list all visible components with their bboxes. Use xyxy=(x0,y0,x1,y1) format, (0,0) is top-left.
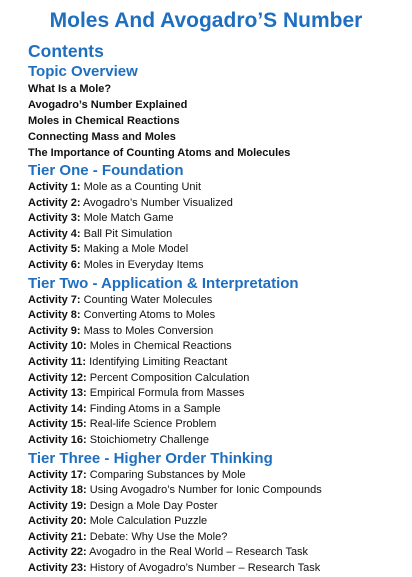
activity-number: Activity 12: xyxy=(28,371,87,384)
tier-three-heading: Tier Three - Higher Order Thinking xyxy=(28,449,273,467)
activity-item[interactable] xyxy=(28,355,412,371)
activity-title: Moles in Everyday Items xyxy=(83,258,204,271)
activity-item[interactable] xyxy=(28,514,412,530)
activity-title: Mass to Moles Conversion xyxy=(83,324,214,337)
overview-item[interactable]: Moles in Chemical Reactions xyxy=(28,115,180,127)
activity-number: Activity 6: xyxy=(28,258,81,271)
activity-number: Activity 17: xyxy=(28,468,87,481)
activity-title: Empirical Formula from Masses xyxy=(89,387,245,400)
activity-item[interactable] xyxy=(28,386,412,402)
activity-number: Activity 9: xyxy=(28,324,81,337)
activity-title: Mole Match Game xyxy=(83,212,174,225)
overview-item[interactable]: The Importance of Counting Atoms and Molecules xyxy=(28,147,291,159)
activity-title: Mole Calculation Puzzle xyxy=(89,515,208,528)
document-title: Moles And Avogadro’S Number xyxy=(49,9,363,32)
activity-item[interactable] xyxy=(28,371,412,387)
activity-item[interactable] xyxy=(28,196,412,212)
topic-overview-heading: Topic Overview xyxy=(28,63,138,80)
activity-item[interactable] xyxy=(28,211,412,227)
tier-two-list xyxy=(28,293,412,449)
activity-number: Activity 19: xyxy=(28,499,87,512)
activity-number: Activity 22: xyxy=(28,546,87,559)
activity-title: Finding Atoms in a Sample xyxy=(89,402,221,415)
activity-number: Activity 1: xyxy=(28,181,81,193)
activity-title: Converting Atoms to Moles xyxy=(83,309,216,322)
activity-item[interactable] xyxy=(28,545,412,561)
activity-number: Activity 13: xyxy=(28,387,87,400)
activity-number: Activity 18: xyxy=(28,484,87,497)
activity-number: Activity 8: xyxy=(28,309,81,322)
activity-title: Identifying Limiting Reactant xyxy=(89,355,228,368)
activity-number: Activity 3: xyxy=(28,212,81,225)
activity-number: Activity 23: xyxy=(28,562,87,575)
activity-item[interactable] xyxy=(28,293,412,309)
activity-number: Activity 21: xyxy=(28,530,87,543)
activity-title: Avogadro in the Real World – Research Task xyxy=(89,546,309,559)
activity-number: Activity 10: xyxy=(28,340,87,353)
activity-item[interactable] xyxy=(28,308,412,324)
activity-title: Avogadro’s Number Visualized xyxy=(83,196,233,209)
tier-two-heading: Tier Two - Application & Interpretation xyxy=(28,274,299,292)
activity-item[interactable] xyxy=(28,561,412,577)
activity-title: Comparing Substances by Mole xyxy=(89,468,246,481)
activity-title: Ball Pit Simulation xyxy=(83,227,173,240)
activity-title: Stoichiometry Challenge xyxy=(89,433,209,446)
activity-title: Moles in Chemical Reactions xyxy=(89,340,232,353)
activity-title: Debate: Why Use the Mole? xyxy=(89,530,228,543)
activity-number: Activity 7: xyxy=(28,293,81,306)
tier-one-list xyxy=(28,180,412,274)
activity-number: Activity 14: xyxy=(28,402,87,415)
activity-title: Percent Composition Calculation xyxy=(89,371,250,384)
activity-item[interactable] xyxy=(28,483,412,499)
activity-item[interactable] xyxy=(28,227,412,243)
topic-overview-list xyxy=(28,81,412,161)
activity-number: Activity 5: xyxy=(28,243,81,256)
contents-heading: Contents xyxy=(28,41,104,61)
activity-number: Activity 11: xyxy=(28,355,87,368)
activity-number: Activity 2: xyxy=(28,196,81,209)
activity-title: History of Avogadro’s Number – Research Task xyxy=(89,562,321,575)
activity-item[interactable] xyxy=(28,339,412,355)
activity-item[interactable] xyxy=(28,530,412,546)
activity-item[interactable] xyxy=(28,499,412,515)
activity-item[interactable] xyxy=(28,180,412,196)
activity-title: Making a Mole Model xyxy=(83,243,189,256)
activity-item[interactable] xyxy=(28,402,412,418)
activity-item[interactable] xyxy=(28,433,412,449)
activity-number: Activity 16: xyxy=(28,433,87,446)
activity-number: Activity 4: xyxy=(28,227,81,240)
overview-item[interactable]: What Is a Mole? xyxy=(28,83,112,95)
activity-number: Activity 15: xyxy=(28,418,87,431)
activity-item[interactable] xyxy=(28,417,412,433)
tier-three-list xyxy=(28,468,412,577)
activity-item[interactable] xyxy=(28,324,412,340)
activity-item[interactable] xyxy=(28,258,412,274)
activity-title: Mole as a Counting Unit xyxy=(83,181,202,193)
activity-item[interactable] xyxy=(28,468,412,484)
overview-item[interactable]: Avogadro’s Number Explained xyxy=(28,99,188,111)
activity-number: Activity 20: xyxy=(28,515,87,528)
overview-item[interactable]: Connecting Mass and Moles xyxy=(28,131,176,143)
activity-title: Real-life Science Problem xyxy=(89,418,217,431)
activity-title: Counting Water Molecules xyxy=(83,293,213,306)
activity-title: Design a Mole Day Poster xyxy=(89,499,218,512)
tier-one-heading: Tier One - Foundation xyxy=(28,162,184,179)
activity-item[interactable] xyxy=(28,242,412,258)
activity-title: Using Avogadro’s Number for Ionic Compounds xyxy=(89,484,322,497)
